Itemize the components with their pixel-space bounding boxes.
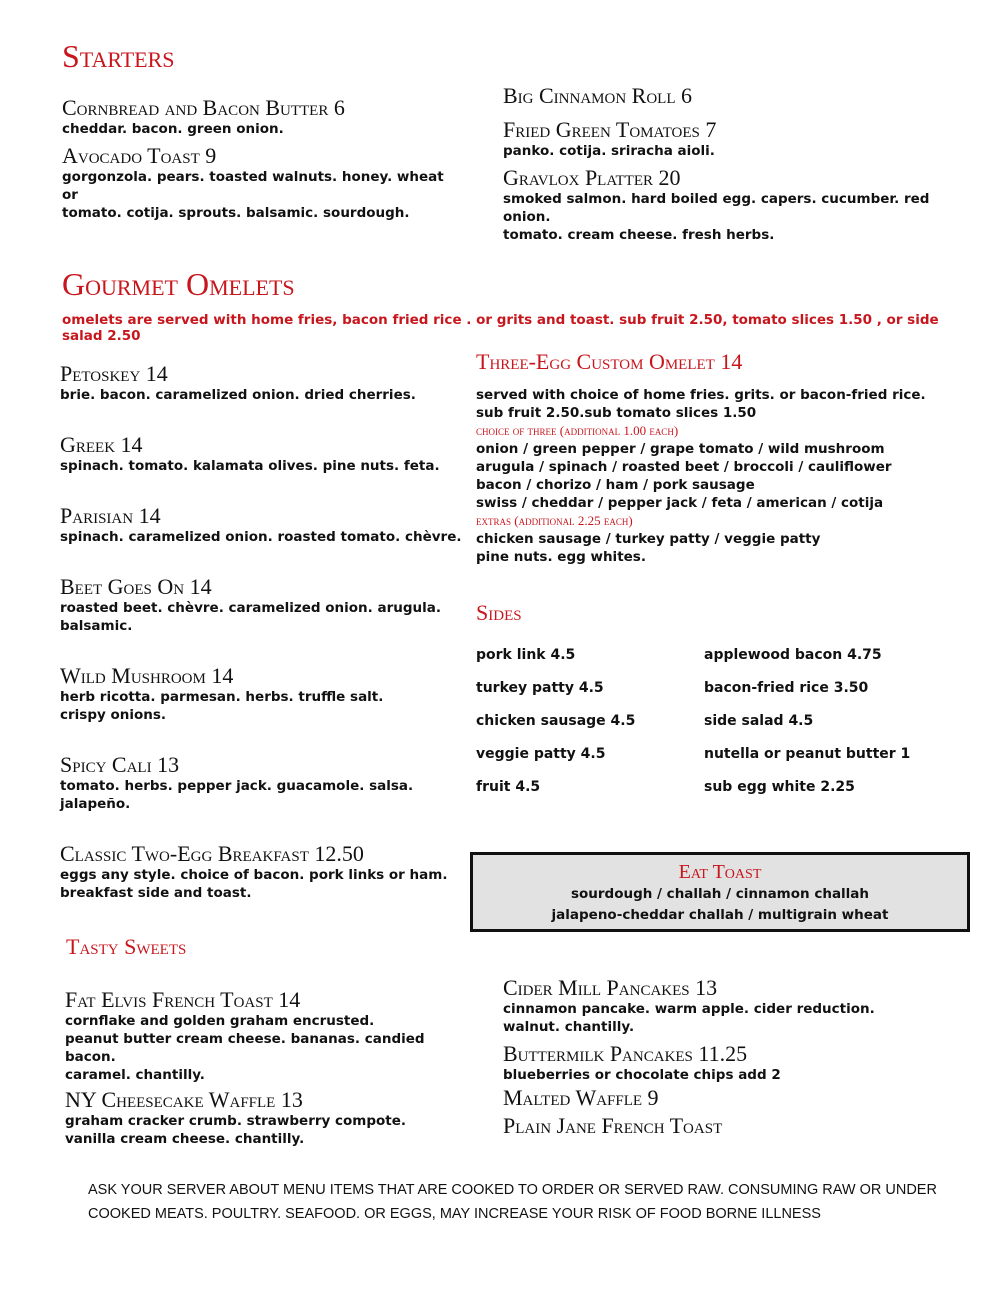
item-desc: cinnamon pancake. warm apple. cider reduction. [503,1001,875,1017]
toast-line: sourdough / challah / cinnamon challah [570,886,870,902]
item-desc: vanilla cream cheese. chantilly. [65,1131,305,1147]
item-name: Gravlox Platter 20 [503,165,681,190]
item-name: Fried Green Tomatoes 7 [503,117,717,142]
choice-line: arugula / spinach / roasted beet / broccoli / cauliflower [476,459,892,475]
item-name: Malted Waffle 9 [503,1085,659,1110]
menu-item [60,842,470,902]
side-item: veggie patty 4.5 [476,746,606,762]
menu-item [65,988,465,1084]
menu-item [60,362,470,404]
item-name: Avocado Toast 9 [62,143,217,168]
menu-item [503,1114,973,1138]
disclaimer [88,1178,968,1226]
item-desc: served with choice of home fries. grits. or bacon-fried rice. [476,387,926,403]
side-item: fruit 4.5 [476,779,541,795]
sweets-right-column [503,976,973,1138]
menu-item [65,1088,465,1148]
menu-item [503,84,973,108]
item-desc: spinach. caramelized onion. roasted tomato. chèvre. [60,529,462,545]
item-name: Classic Two-Egg Breakfast 12.50 [60,841,364,866]
item-name: Fat Elvis French Toast 14 [65,987,301,1012]
menu-item [503,976,973,1036]
menu-item [60,753,470,813]
choice-line: swiss / cheddar / pepper jack / feta / american / cotija [476,495,884,511]
item-desc: eggs any style. choice of bacon. pork links or ham. [60,867,448,883]
item-name: Greek 14 [60,432,143,457]
side-item: chicken sausage 4.5 [476,713,636,729]
menu-item [503,1042,973,1084]
choice-line: bacon / chorizo / ham / pork sausage [476,477,755,493]
starters-title: Starters [62,38,175,74]
item-desc: breakfast side and toast. [60,885,252,901]
menu-item [60,433,470,475]
item-desc: tomato. herbs. pepper jack. guacamole. salsa. jalapeño. [60,778,414,812]
item-desc: gorgonzola. pears. toasted walnuts. honey. wheat [62,169,444,185]
choice-line: onion / green pepper / grape tomato / wild mushroom [476,441,885,457]
item-desc: roasted beet. chèvre. caramelized onion. arugula. balsamic. [60,600,441,634]
custom-omelet [476,350,976,566]
extras-label: extras (additional 2.25 each) [476,513,633,528]
extras-line: pine nuts. egg whites. [476,549,646,565]
omelets-note: omelets are served with home fries, bacon fried rice . or grits and toast. sub fruit 2.50, tomato slices 1.50 , or side salad 2.50 [62,312,939,344]
item-name: Spicy Cali 13 [60,752,180,777]
item-desc: brie. bacon. caramelized onion. dried cherries. [60,387,416,403]
extras-line: chicken sausage / turkey patty / veggie patty [476,531,821,547]
item-desc: graham cracker crumb. strawberry compote. [65,1113,407,1129]
item-desc: or [62,187,78,203]
side-item: applewood bacon 4.75 [704,647,882,663]
item-name: Three-Egg Custom Omelet 14 [476,349,743,374]
sweets-title: Tasty Sweets [66,934,187,959]
disclaimer-line: ASK YOUR SERVER ABOUT MENU ITEMS THAT ARE COOKED TO ORDER OR SERVED RAW. CONSUMING RAW OR UNDER [88,1182,937,1198]
item-desc: cornflake and golden graham encrusted. [65,1013,375,1029]
item-desc: cheddar. bacon. green onion. [62,121,284,137]
side-item: side salad 4.5 [704,713,814,729]
item-desc: peanut butter cream cheese. bananas. candied bacon. [65,1031,425,1065]
menu-item [62,144,462,222]
starters-left-column [62,96,462,222]
item-desc: blueberries or chocolate chips add 2 [503,1067,781,1083]
item-desc: caramel. chantilly. [65,1067,205,1083]
menu-item [60,575,470,635]
sides-title: Sides [476,600,522,625]
sweets-left-column [65,988,465,1148]
eat-toast-title: Eat Toast [678,861,762,883]
item-name: Plain Jane French Toast [503,1113,723,1138]
item-desc: smoked salmon. hard boiled egg. capers. cucumber. red onion. [503,191,930,225]
item-name: NY Cheesecake Waffle 13 [65,1087,303,1112]
item-name: Buttermilk Pancakes 11.25 [503,1041,748,1066]
item-name: Petoskey 14 [60,361,168,386]
item-desc: sub fruit 2.50.sub tomato slices 1.50 [476,405,757,421]
side-item: nutella or peanut butter 1 [704,746,911,762]
side-item: pork link 4.5 [476,647,576,663]
menu-item [62,96,462,138]
side-item: bacon-fried rice 3.50 [704,680,869,696]
item-desc: herb ricotta. parmesan. herbs. truffle salt. [60,689,384,705]
item-desc: walnut. chantilly. [503,1019,635,1035]
menu-item [503,166,973,244]
omelets-column [60,362,470,902]
menu-item [60,504,470,546]
sides-list [476,646,964,796]
item-name: Wild Mushroom 14 [60,663,234,688]
item-desc: spinach. tomato. kalamata olives. pine nuts. feta. [60,458,440,474]
item-desc: crispy onions. [60,707,167,723]
disclaimer-line: COOKED MEATS. POULTRY. SEAFOOD. OR EGGS, MAY INCREASE YOUR RISK OF FOOD BORNE ILLNESS [88,1206,821,1222]
omelets-title: Gourmet Omelets [62,266,295,302]
item-name: Big Cinnamon Roll 6 [503,83,693,108]
side-item: sub egg white 2.25 [704,779,855,795]
item-name: Cornbread and Bacon Butter 6 [62,95,345,120]
item-desc: tomato. cream cheese. fresh herbs. [503,227,775,243]
eat-toast-box [470,852,970,932]
choice-label: choice of three (additional 1.00 each) [476,423,679,438]
menu-item [503,118,973,160]
side-item: turkey patty 4.5 [476,680,604,696]
item-name: Cider Mill Pancakes 13 [503,975,718,1000]
item-desc: tomato. cotija. sprouts. balsamic. sourdough. [62,205,410,221]
starters-right-column [503,84,973,244]
item-name: Beet Goes On 14 [60,574,212,599]
menu-item [60,664,470,724]
toast-line: jalapeno-cheddar challah / multigrain wheat [551,907,889,923]
item-name: Parisian 14 [60,503,161,528]
menu-item [503,1086,973,1110]
item-desc: panko. cotija. sriracha aioli. [503,143,715,159]
